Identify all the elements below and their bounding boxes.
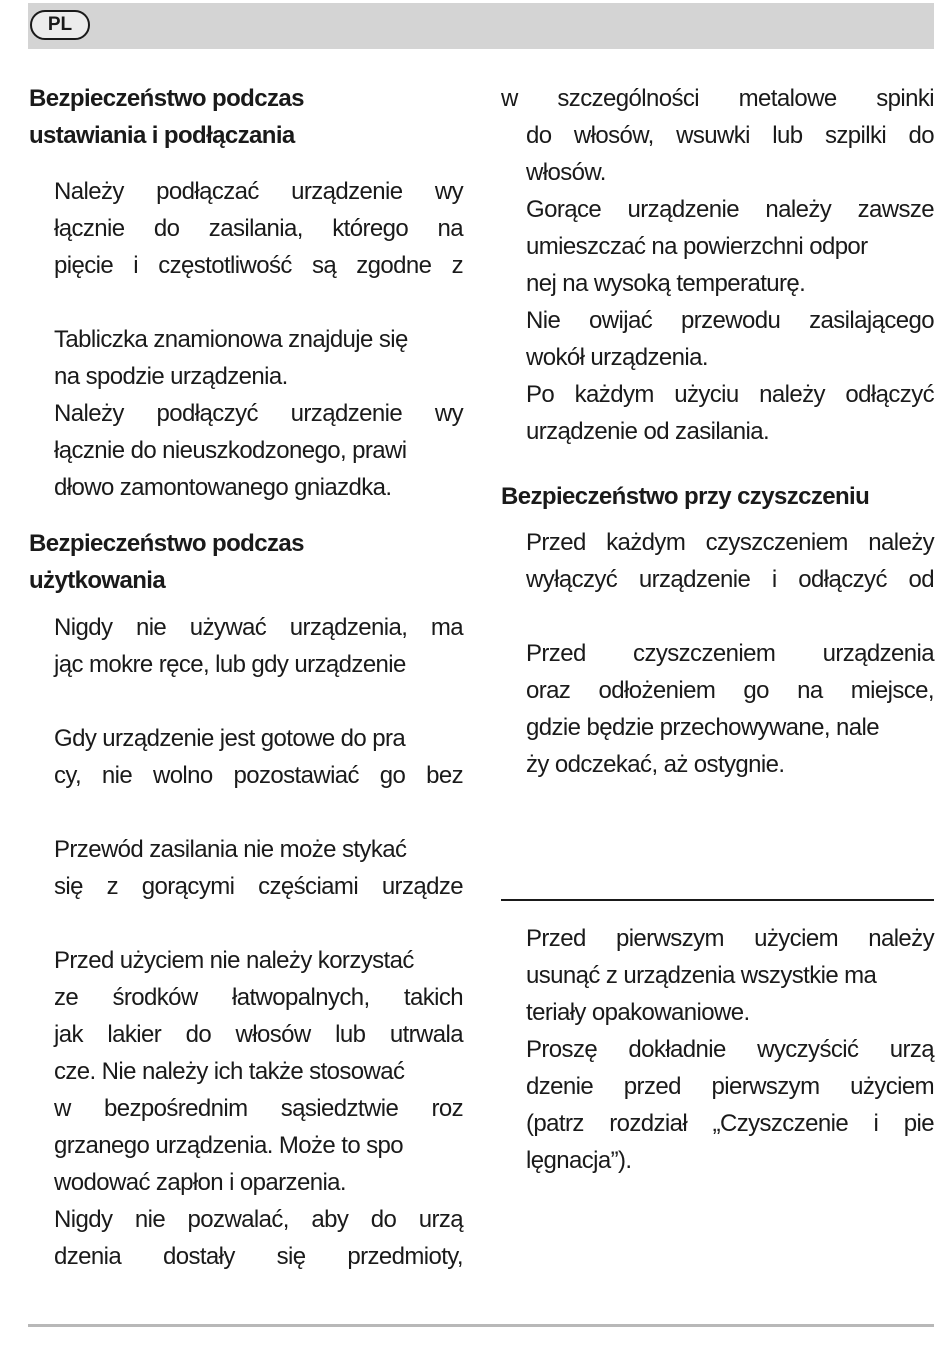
paragraph: Po każdym użyciu należy odłączyć urządzenie od zasilania. bbox=[526, 381, 934, 445]
footer-divider bbox=[28, 1324, 934, 1327]
paragraph: Przewód zasilania nie może stykać się z gorącymi częściami urządze bbox=[54, 836, 463, 900]
paragraph: Przed pierwszym użyciem należy usunąć z urządzenia wszystkie ma teriały opakowaniowe. bbox=[526, 925, 934, 1026]
right-column-lower bbox=[501, 920, 934, 1179]
section-heading-use: Bezpieczeństwo podczas użytkowania bbox=[29, 530, 304, 594]
paragraph: Proszę dokładnie wyczyścić urzą dzenie przed pierwszym użyciem (patrz rozdział „Czyszczenie i pie lęgnacja”). bbox=[526, 1036, 934, 1174]
paragraph: w szczególności metalowe spinki do włosów, wsuwki lub szpilki do włosów. bbox=[501, 85, 934, 186]
section-heading-cleaning: Bezpieczeństwo przy czyszczeniu bbox=[501, 483, 870, 510]
paragraph: Gorące urządzenie należy zawsze umieszczać na powierzchni odpor nej na wysoką temperaturę. bbox=[526, 196, 934, 297]
paragraph: Przed każdym czyszczeniem należy wyłączyć urządzenie i odłączyć od bbox=[526, 529, 934, 593]
left-column bbox=[29, 80, 463, 1275]
header-bar bbox=[28, 3, 934, 49]
paragraph: Należy podłączyć urządzenie wy łącznie do nieuszkodzonego, prawi dłowo zamontowanego gniazdka. bbox=[54, 400, 463, 501]
paragraph: Przed użyciem nie należy korzystać ze środków łatwopalnych, takich jak lakier do włosów lub utrwala cze. Nie należy ich także stosować w bezpośrednim sąsiedztwie roz grzanego urządzenia. Może to spo wodować zapłon i oparzenia. bbox=[54, 947, 463, 1196]
paragraph: Przed czyszczeniem urządzenia oraz odłożeniem go na miejsce, gdzie będzie przechowywane, nale ży odczekać, aż ostygnie. bbox=[526, 640, 934, 778]
right-column bbox=[501, 80, 934, 783]
paragraph: Nie owijać przewodu zasilającego wokół urządzenia. bbox=[526, 307, 934, 371]
paragraph: Tabliczka znamionowa znajduje się na spodzie urządzenia. bbox=[54, 326, 408, 390]
language-badge: PL bbox=[30, 10, 90, 40]
paragraph: Należy podłączać urządzenie wy łącznie do zasilania, którego na pięcie i częstotliwość są zgodne z bbox=[54, 178, 463, 279]
paragraph: Gdy urządzenie jest gotowe do pra cy, nie wolno pozostawiać go bez bbox=[54, 725, 463, 789]
section-heading-setup: Bezpieczeństwo podczas ustawiania i podłączania bbox=[29, 85, 304, 149]
paragraph: Nigdy nie używać urządzenia, ma jąc mokre ręce, lub gdy urządzenie bbox=[54, 614, 463, 678]
section-divider bbox=[501, 899, 934, 901]
paragraph: Nigdy nie pozwalać, aby do urzą dzenia dostały się przedmioty, bbox=[54, 1206, 463, 1270]
